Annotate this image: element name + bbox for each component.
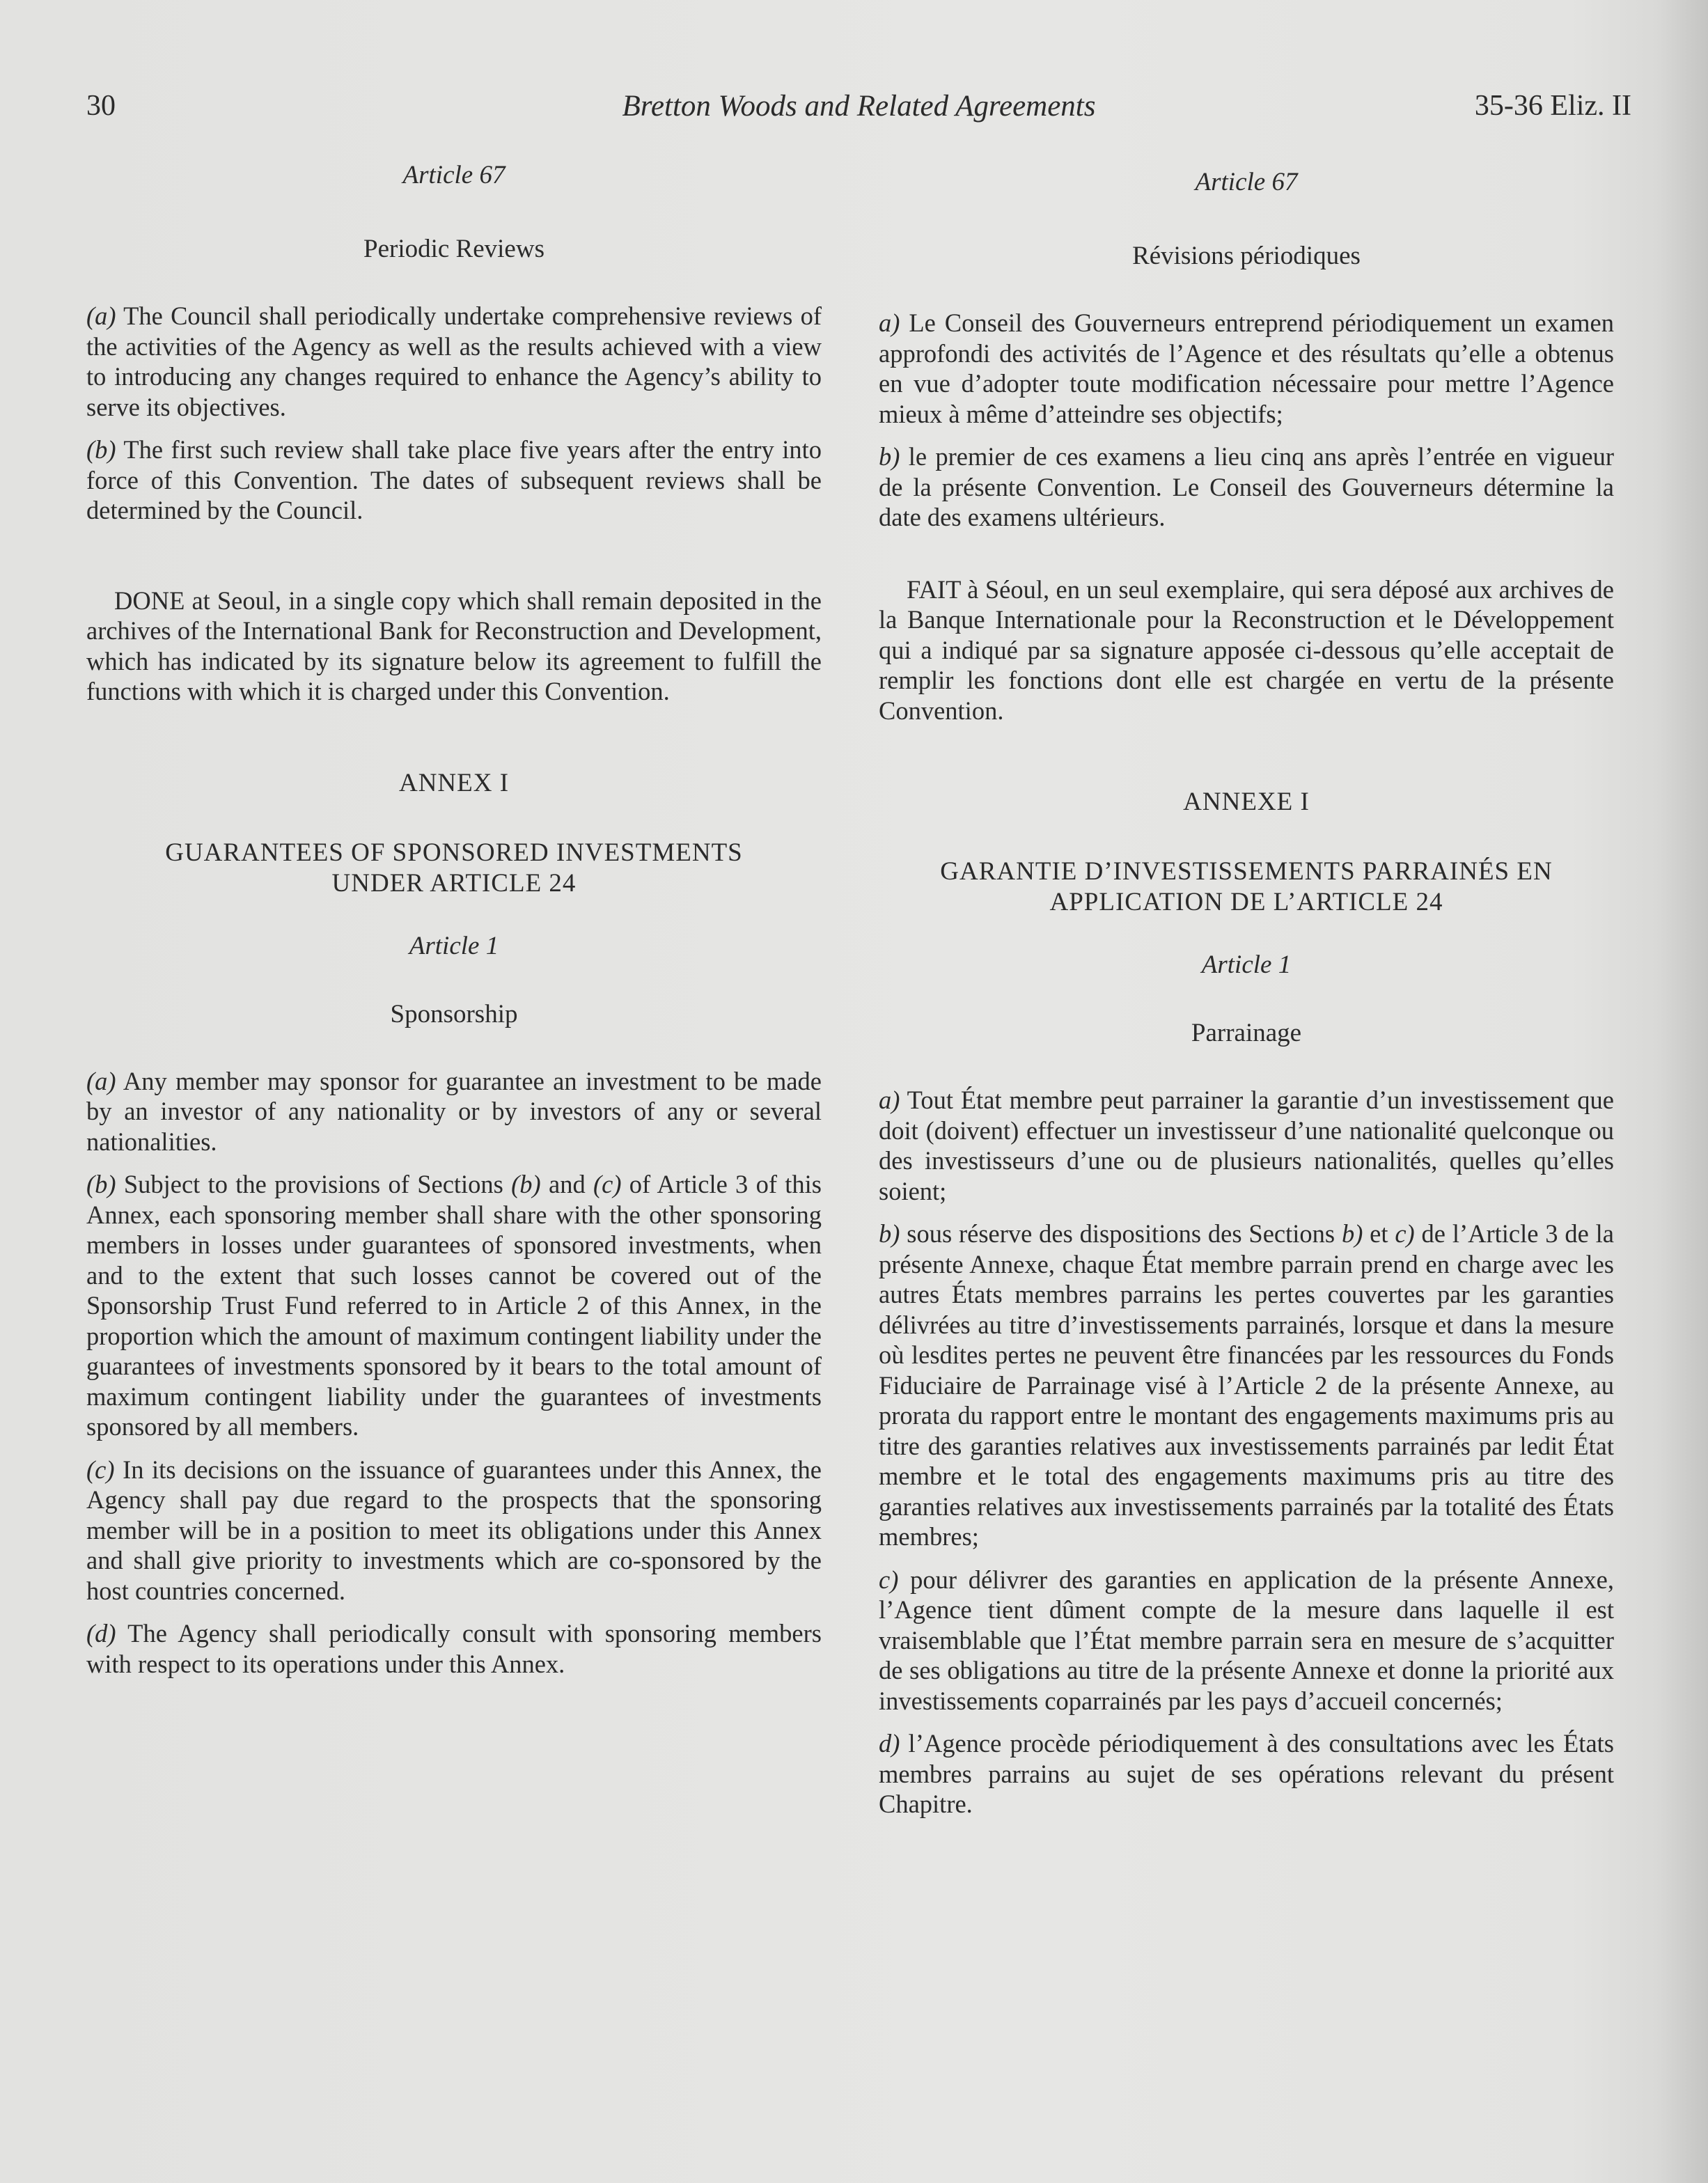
article-1-title: Parrainage [1191, 1019, 1302, 1047]
running-title: Bretton Woods and Related Agreements [622, 90, 1096, 123]
paragraph-marker: b) [879, 442, 900, 471]
page-number: 30 [86, 90, 116, 122]
article-1-paragraph-b [86, 1169, 822, 1442]
section-ref: b) [1341, 1219, 1363, 1248]
article-67-paragraph-a [879, 308, 1614, 429]
article-1-heading: Article 1 [1201, 950, 1292, 979]
paragraph-text: Subject to the provisions of Sections [116, 1170, 512, 1198]
english-column [86, 160, 822, 1679]
paragraph-text: l’Agence procède périodiquement à des consultations avec les États membres parrains au sujet de ses opérations relevant du présent Chapitre. [879, 1729, 1614, 1818]
paragraph-marker: (b) [86, 435, 116, 464]
annex-title-line-2: UNDER ARTICLE 24 [331, 868, 577, 898]
annex-title-line-1: GARANTIE D’INVESTISSEMENTS PARRAINÉS EN [940, 857, 1553, 886]
article-67-paragraph-b [879, 441, 1614, 533]
paragraph-text: The first such review shall take place five years after the entry into force of this Convention. The dates of subsequent reviews shall be determined by the Council. [86, 435, 822, 524]
paragraph-marker: c) [879, 1565, 899, 1594]
paragraph-marker: a) [879, 1086, 900, 1114]
done-paragraph: FAIT à Séoul, en un seul exemplaire, qui sera déposé aux archives de la Banque Internationale pour la Reconstruction et le Développement qui a indiqué par sa signature apposée ci-dessous qu’elle acceptait de remplir les fonctions dont elle est chargée en vertu de la présente Convention. [879, 574, 1614, 725]
paragraph-text: le premier de ces examens a lieu cinq ans après l’entrée en vigueur de la présente Convention. Le Conseil des Gouverneurs détermine la date des examens ultérieurs. [879, 442, 1614, 531]
article-1-paragraph-d [879, 1728, 1614, 1820]
paragraph-marker: (b) [86, 1170, 116, 1198]
article-67-title: Periodic Reviews [363, 235, 544, 263]
french-column [879, 167, 1614, 1820]
article-67-title: Révisions périodiques [1132, 242, 1361, 270]
paragraph-text: Le Conseil des Gouverneurs entreprend périodiquement un examen approfondi des activités de l’Agence et des résultats qu’elle a obtenus en vue d’adopter toute modification nécessaire pour mettre l’Agence mieux à même d’atteindre ses objectifs; [879, 308, 1614, 428]
paragraph-text: Any member may sponsor for guarantee an investment to be made by an investor of any nationality or by investors of any or several nationalities. [86, 1066, 822, 1156]
paragraph-marker: d) [879, 1729, 900, 1758]
paragraph-text: de l’Article 3 de la présente Annexe, chaque État membre parrain prend en charge avec les autres États membres parrains les pertes couvertes par les garanties délivrées au titre d’investissements parrainés, lorsque et dans la mesure où lesdites pertes ne peuvent être financées par les ressources du Fonds Fiduciaire de Parrainage visé à l’Article 2 de la présente Annexe, au prorata du rapport entre le montant des engagements maximums pris au titre des garanties relatives aux investissements parrainés par ledit État membre et le total des engagements maximums pris au titre des garanties relatives aux investissements parrainés par la totalité des États membres; [879, 1219, 1615, 1551]
paragraph-marker: (c) [86, 1455, 115, 1484]
article-1-title: Sponsorship [390, 999, 518, 1028]
paragraph-marker: a) [879, 308, 900, 337]
page-header [86, 89, 1631, 138]
paragraph-text: of Article 3 of this Annex, each sponsoring member shall share with the other sponsoring members in losses under guarantees of sponsored investments, when and to the extent that such losses cannot be covered out of the Sponsorship Trust Fund referred to in Article 2 of this Annex, in the proportion which the amount of maximum contingent liability under the guarantees of investments sponsored by it bears to the total amount of maximum contingent liability under the guarantees of investments sponsored by all members. [86, 1170, 822, 1441]
paragraph-text: sous réserve des dispositions des Sections [900, 1219, 1342, 1248]
paragraph-marker: (d) [86, 1619, 116, 1648]
paragraph-text: and [540, 1170, 593, 1198]
article-67-heading: Article 67 [402, 161, 506, 189]
annex-heading: ANNEX I [398, 768, 510, 797]
running-right: 35-36 Eliz. II [1474, 90, 1631, 122]
paragraph-text: et [1363, 1219, 1395, 1248]
paragraph-text: In its decisions on the issuance of guarantees under this Annex, the Agency shall pay due regard to the prospects that the sponsoring member will be in a position to meet its obligations under this Annex and shall give priority to investments which are co-sponsored by the host countries concerned. [86, 1455, 822, 1605]
article-67-heading: Article 67 [1195, 168, 1298, 196]
annex-title-line-1: GUARANTEES OF SPONSORED INVESTMENTS [165, 838, 743, 867]
article-1-paragraph-a [86, 1066, 822, 1157]
annex-heading: ANNEXE I [1183, 788, 1310, 816]
article-1-paragraph-a [879, 1085, 1614, 1206]
article-1-heading: Article 1 [409, 931, 499, 960]
paragraph-text: The Council shall periodically undertake comprehensive reviews of the activities of the Agency as well as the results achieved with a view to introducing any changes required to enhance the Agency’s ability to serve its objectives. [86, 302, 822, 421]
paragraph-text: Tout État membre peut parrainer la garantie d’un investissement que doit (doivent) effectuer un investisseur d’une nationalité quelconque ou des investisseurs d’une ou de plusieurs nationalités, quelles qu’elles soient; [879, 1086, 1614, 1205]
paragraph-text: The Agency shall periodically consult with sponsoring members with respect to its operations under this Annex. [86, 1619, 822, 1678]
article-1-paragraph-c [879, 1565, 1614, 1716]
annex-title-line-2: APPLICATION DE L’ARTICLE 24 [1049, 888, 1443, 916]
article-67-paragraph-a [86, 301, 822, 422]
done-paragraph: DONE at Seoul, in a single copy which shall remain deposited in the archives of the International Bank for Reconstruction and Development, which has indicated by its signature below its agreement to fulfill the functions with which it is charged under this Convention. [86, 586, 822, 705]
section-ref: (b) [511, 1170, 541, 1198]
section-ref: (c) [593, 1170, 622, 1198]
article-1-paragraph-b [879, 1219, 1614, 1552]
article-1-paragraph-d [86, 1618, 822, 1679]
article-67-paragraph-b [86, 435, 822, 526]
paragraph-marker: b) [879, 1219, 900, 1248]
paragraph-text: pour délivrer des garanties en application de la présente Annexe, l’Agence tient dûment compte de la mesure dans laquelle il est vraisemblable que l’État membre parrain sera en mesure de s’acquitter de ses obligations au titre de la présente Annexe et donne la priorité aux investissements coparrainés par les pays d’accueil concernés; [879, 1565, 1614, 1715]
section-ref: c) [1395, 1219, 1415, 1248]
article-1-paragraph-c [86, 1455, 822, 1606]
paragraph-marker: (a) [86, 302, 116, 330]
paragraph-marker: (a) [86, 1066, 116, 1095]
